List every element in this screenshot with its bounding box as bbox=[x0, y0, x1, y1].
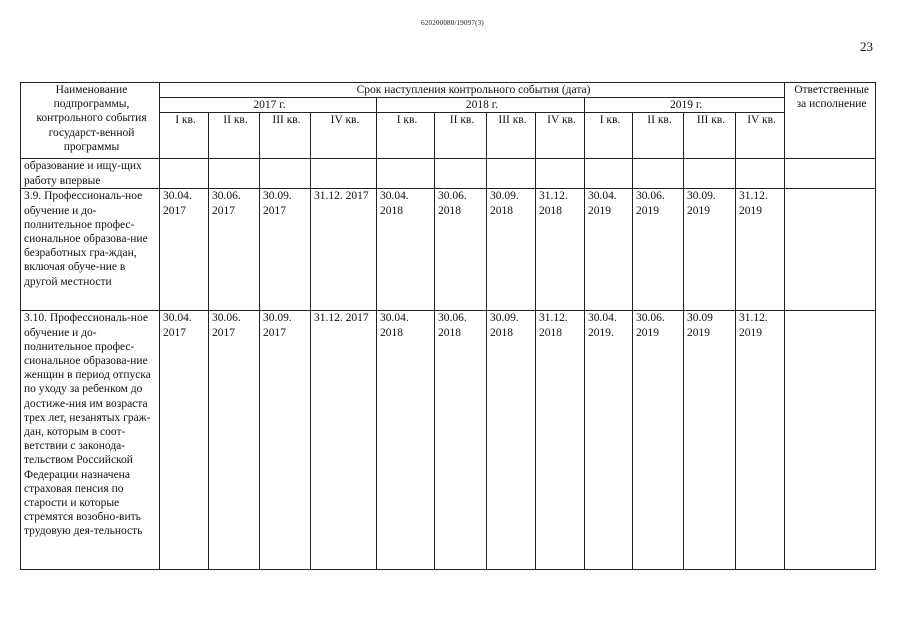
quarter-header: I кв. bbox=[160, 113, 209, 159]
date-cell: 30.09. 2017 bbox=[260, 189, 311, 311]
date-cell bbox=[209, 159, 260, 189]
responsible-cell bbox=[785, 159, 876, 189]
date-cell bbox=[260, 159, 311, 189]
date-cell: 30.04. 2018 bbox=[377, 189, 435, 311]
date-cell: 30.04. 2017 bbox=[160, 311, 209, 570]
event-name-cell: 3.9. Профессиональ-ное обучение и до-полнительное профес-сиональное образова-ние безработных гра-ждан, включая обуче-ние в другой местности bbox=[21, 189, 160, 311]
date-cell bbox=[311, 159, 377, 189]
header-year-2017: 2017 г. bbox=[160, 98, 377, 113]
date-cell bbox=[536, 159, 585, 189]
date-cell: 30.04. 2019 bbox=[585, 189, 633, 311]
date-cell: 30.09. 2018 bbox=[487, 189, 536, 311]
date-cell bbox=[684, 159, 736, 189]
quarter-header: III кв. bbox=[260, 113, 311, 159]
date-cell bbox=[736, 159, 785, 189]
table-row bbox=[21, 311, 876, 570]
header-year-2019: 2019 г. bbox=[585, 98, 785, 113]
responsible-cell bbox=[785, 189, 876, 311]
date-cell: 31.12. 2019 bbox=[736, 189, 785, 311]
quarter-header: IV кв. bbox=[536, 113, 585, 159]
quarter-header: II кв. bbox=[209, 113, 260, 159]
responsible-cell bbox=[785, 311, 876, 570]
quarter-header: II кв. bbox=[633, 113, 684, 159]
date-cell bbox=[377, 159, 435, 189]
date-cell: 31.12. 2017 bbox=[311, 311, 377, 570]
event-name-cell: 3.10. Профессиональ-ное обучение и до-полнительное профес-сиональное образова-ние женщин в период отпуска по уходу за ребенком до достиже-ния им возраста трех лет, незанятых граж-дан, которым в соот-ветствии с законода-тельством Российской Федерации назначена страховая пенсия по старости и которые стремятся возобно-вить трудовую дея-тельность bbox=[21, 311, 160, 570]
header-year-2018: 2018 г. bbox=[377, 98, 585, 113]
date-cell: 31.12. 2017 bbox=[311, 189, 377, 311]
quarter-header: I кв. bbox=[585, 113, 633, 159]
date-cell: 30.06. 2018 bbox=[435, 189, 487, 311]
date-cell: 30.09. 2018 bbox=[487, 311, 536, 570]
quarter-header: IV кв. bbox=[311, 113, 377, 159]
date-cell: 30.06. 2019 bbox=[633, 189, 684, 311]
date-cell: 30.09. 2019 bbox=[684, 189, 736, 311]
date-cell: 31.12. 2018 bbox=[536, 311, 585, 570]
date-cell: 30.06. 2017 bbox=[209, 189, 260, 311]
date-cell bbox=[435, 159, 487, 189]
quarter-header: I кв. bbox=[377, 113, 435, 159]
header-deadline-group: Срок наступления контрольного события (дата) bbox=[160, 83, 785, 98]
date-cell: 30.04. 2017 bbox=[160, 189, 209, 311]
event-name-cell: образование и ищу-щих работу впервые bbox=[21, 159, 160, 189]
date-cell bbox=[487, 159, 536, 189]
quarter-header: III кв. bbox=[487, 113, 536, 159]
document-id: 620200080/19097(3) bbox=[421, 19, 484, 27]
date-cell bbox=[160, 159, 209, 189]
table-row bbox=[21, 189, 876, 311]
control-events-table bbox=[20, 82, 876, 570]
header-row-group bbox=[21, 83, 876, 98]
date-cell: 30.06. 2019 bbox=[633, 311, 684, 570]
header-name-column: Наименование подпрограммы, контрольного события государст-венной программы bbox=[21, 83, 160, 159]
header-responsible: Ответственные за исполнение bbox=[785, 83, 876, 159]
date-cell: 30.04. 2019. bbox=[585, 311, 633, 570]
page-number: 23 bbox=[860, 39, 873, 54]
date-cell: 31.12. 2019 bbox=[736, 311, 785, 570]
date-cell bbox=[633, 159, 684, 189]
table-row bbox=[21, 159, 876, 189]
date-cell: 30.09 2019 bbox=[684, 311, 736, 570]
quarter-header: IV кв. bbox=[736, 113, 785, 159]
quarter-header: III кв. bbox=[684, 113, 736, 159]
date-cell bbox=[585, 159, 633, 189]
date-cell: 30.09. 2017 bbox=[260, 311, 311, 570]
quarter-header: II кв. bbox=[435, 113, 487, 159]
date-cell: 30.04. 2018 bbox=[377, 311, 435, 570]
date-cell: 30.06. 2017 bbox=[209, 311, 260, 570]
date-cell: 31.12. 2018 bbox=[536, 189, 585, 311]
date-cell: 30.06. 2018 bbox=[435, 311, 487, 570]
